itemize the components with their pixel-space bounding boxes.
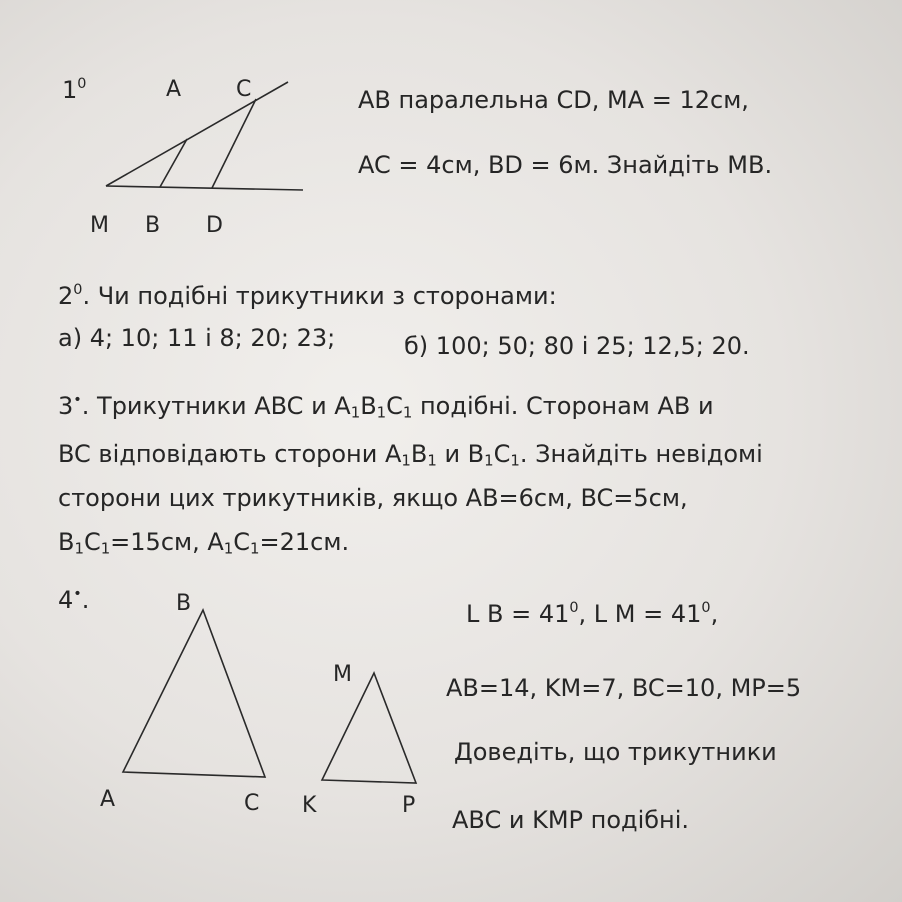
task1-number: $1^0$ [62,75,87,104]
task4-prove-line1: Доведіть, що трикутники [454,738,777,766]
task4-sides: AB=14, KM=7, BC=10, MP=5 [446,674,802,702]
task2-option-b: б) 100; 50; 80 і 25; 12,5; 20. [404,332,750,360]
task3-line3: сторони цих трикутників, якщо AB=6см, BC=5см, [58,484,688,512]
task1-line2: AC = 4см, BD = 6м. Знайдіть MB. [358,151,773,179]
task1-label-B: B [145,213,161,238]
task1-label-A: A [166,77,182,102]
task4-label-A: A [100,787,116,812]
task4-label-K: K [302,793,317,818]
task1-label-D: D [206,213,223,238]
task1-diagram [100,78,310,198]
task2-option-a: а) 4; 10; 11 і 8; 20; 23; [58,324,336,352]
task4-label-P: P [402,793,416,818]
task4-label-C: C [244,791,260,816]
task4-angles: L $B = 41^0$, L $M = 41^0$, [466,599,719,628]
task3-line4: $B_1C_1=15см$, $A_1C_1=21см$. [58,528,350,558]
task3-line1: 3•. Трикутники ABC и $A_1B_1C_1$ подібні. Сторонам AB и [58,391,714,422]
task4-triangle-abc [115,600,275,785]
task1-label-M: M [90,213,109,238]
task4-label-M: M [333,662,352,687]
task4-prove-line2: ABC и KMP подібні. [452,806,690,834]
task4-number: 4•. [58,585,90,614]
task4-label-B: B [176,591,192,616]
task1-label-C: C [236,77,252,102]
task2-question: $2^0$. Чи подібні трикутники з сторонами: [58,281,557,310]
task3-line2: BC відповідають сторони $A_1B_1$ и $B_1C_1$. Знайдіть невідомі [58,440,763,470]
task1-line1: AB паралельна CD, MA = 12см, [358,86,749,114]
